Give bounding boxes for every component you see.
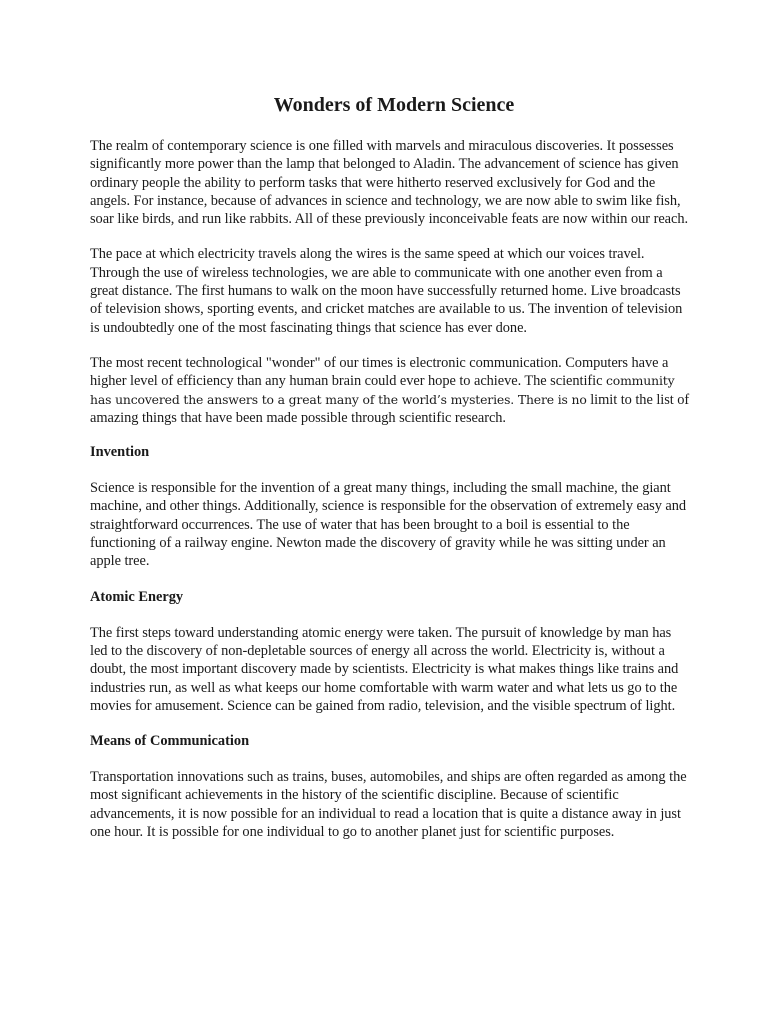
document-title: Wonders of Modern Science — [273, 94, 515, 116]
section-heading-invention: Invention — [90, 444, 150, 461]
intro-paragraph-3-part-a: The most recent technological "wonder" of our times is electronic communication. Computers have a higher level of efficiency than any human brain could ever hope to achieve. The scientific — [90, 354, 669, 390]
section-body-atomic-energy: The first steps toward understanding atomic energy were taken. The pursuit of knowledge by man has led to the discovery of non-depletable sources of energy all across the world. Electricity is, without a doubt, the most important discovery made by scientists. Electricity is what makes things like trains and industries run, as well as what keeps our home comfortable with warm water and what lets us go to the movies for amusement. Science can be gained from radio, television, and the visible spectrum of light. — [90, 624, 679, 714]
intro-paragraph-3-part-b: community has uncovered the answers to a great many of the world’s mysteries. There is no — [90, 373, 675, 407]
intro-paragraph-3 — [90, 354, 690, 427]
intro-paragraph-1: The realm of contemporary science is one filled with marvels and miraculous discoveries. It possesses significantly more power than the lamp that belonged to Aladin. The advancement of science has given ordinary people the ability to perform tasks that were hitherto reserved exclusively for God and the angels. For instance, because of advances in science and technology, we are now able to swim like fish, soar like birds, and run like rabbits. All of these previously inconceivable feats are now within our reach. — [90, 138, 689, 228]
section-heading-atomic-energy: Atomic Energy — [90, 588, 184, 605]
section-body-communication: Transportation innovations such as trains, buses, automobiles, and ships are often regarded as among the most significant achievements in the history of the scientific discipline. Because of scientific advancements, it is now possible for an individual to read a location that is quite a distance away in just one hour. It is possible for one individual to go to another planet just for scientific purposes. — [90, 769, 687, 841]
section-heading-communication: Means of Communication — [90, 733, 250, 750]
intro-paragraph-2: The pace at which electricity travels along the wires is the same speed at which our voices travel. Through the use of wireless technologies, we are able to communicate with one another even from a great distance. The first humans to walk on the moon have successfully returned home. Live broadcasts of television shows, sporting events, and cricket matches are available to us. The invention of television is undoubtedly one of the most fascinating things that science has ever done. — [90, 246, 683, 336]
document-page — [90, 93, 690, 858]
section-body-invention: Science is responsible for the invention of a great many things, including the small machine, the giant machine, and other things. Additionally, science is responsible for the observation of extremely easy and straightforward occurrences. The use of water that has been brought to a boil is essential to the functioning of a railway engine. Newton made the discovery of gravity while he was sitting under an apple tree. — [90, 480, 687, 570]
intro-paragraph-3-part-c: limit to the list of amazing things that have been made possible through scientific research. — [90, 391, 690, 426]
